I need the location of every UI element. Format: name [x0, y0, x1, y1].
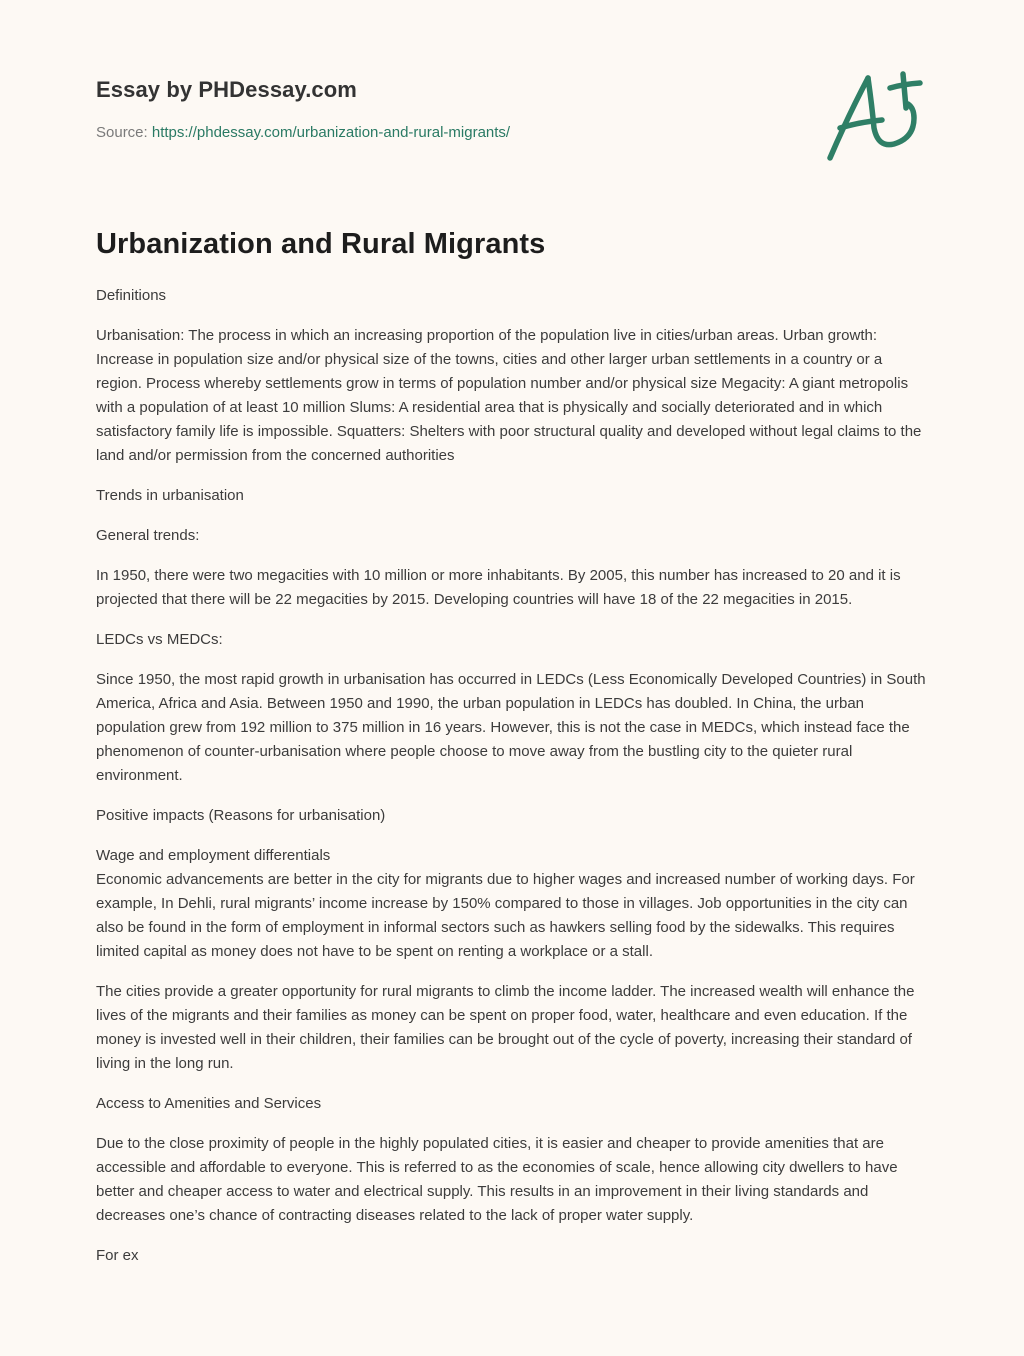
paragraph-general-trends: In 1950, there were two megacities with 10 million or more inhabitants. By 2005, this number has increased to 20 and it is projected that there will be 22 megacities by 2015. Developing countries will have 18 of the 22 megacities in 2015. — [96, 567, 901, 608]
paragraph-amenities-services: Due to the close proximity of people in the highly populated cities, it is easier and cheaper to provide amenities that are accessible and affordable to everyone. This is referred to as the economies of scale, hence allowing city dwellers to have better and cheaper access to water and electrical supply. This results in an improvement in their living standards and decreases one’s chance of contracting diseases related to the lack of proper water supply. — [96, 1135, 898, 1224]
paragraph-truncated: For ex — [96, 1247, 139, 1264]
brand-title: Essay by PHDessay.com — [96, 77, 357, 102]
essay-body — [96, 284, 932, 1284]
page-header — [96, 74, 796, 144]
subheading-ledcs-vs-medcs: LEDCs vs MEDCs: — [96, 631, 223, 648]
source-line — [96, 122, 796, 144]
subheading-wage-employment: Wage and employment differentials — [96, 847, 331, 864]
section-heading-definitions: Definitions — [96, 287, 167, 304]
paragraph-wage-employment: Economic advancements are better in the city for migrants due to higher wages and increased number of working days. For example, In Dehli, rural migrants’ income increase by 150% compared to those in villages. Job opportunities in the city can also be found in the form of employment in informal sectors such as hawkers selling food by the sidewalks. This requires limited capital as money does not have to be spent on renting a workplace or a stall. — [96, 871, 915, 960]
paragraph-ledcs-vs-medcs: Since 1950, the most rapid growth in urbanisation has occurred in LEDCs (Less Economically Developed Countries) in South America, Africa and Asia. Between 1950 and 1990, the urban population in LEDCs has doubled. In China, the urban population grew from 192 million to 375 million in 16 years. However, this is not the case in MEDCs, which instead face the phenomenon of counter-urbanisation where people choose to move away from the bustling city to the quieter rural environment. — [96, 671, 926, 784]
source-link[interactable]: https://phdessay.com/urbanization-and-rural-migrants/ — [151, 124, 511, 141]
paragraph-income-ladder: The cities provide a greater opportunity for rural migrants to climb the income ladder. The increased wealth will enhance the lives of the migrants and their families as money can be spent on proper food, water, healthcare and even education. If the money is invested well in their children, their families can be brought out of the cycle of poverty, increasing their standard of living in the long run. — [96, 983, 915, 1072]
essay-title: Urbanization and Rural Migrants — [96, 228, 546, 260]
section-heading-positive-impacts: Positive impacts (Reasons for urbanisation) — [96, 807, 386, 824]
subheading-amenities-services: Access to Amenities and Services — [96, 1095, 322, 1112]
paragraph-definitions: Urbanisation: The process in which an increasing proportion of the population live in cities/urban areas. Urban growth: Increase in population size and/or physical size of the towns, cities and other larger urban settlements in a country or a region. Process whereby settlements grow in terms of population number and/or physical size Megacity: A giant metropolis with a population of at least 10 million Slums: A residential area that is physically and socially deteriorated and in which satisfactory family life is impossible. Squatters: Shelters with poor structural quality and developed without legal claims to the land and/or permission from the concerned authorities — [96, 327, 922, 464]
a-plus-grade-icon — [820, 66, 930, 166]
section-heading-trends: Trends in urbanisation — [96, 487, 244, 504]
subheading-general-trends: General trends: — [96, 527, 200, 544]
source-label: Source: — [96, 124, 148, 141]
